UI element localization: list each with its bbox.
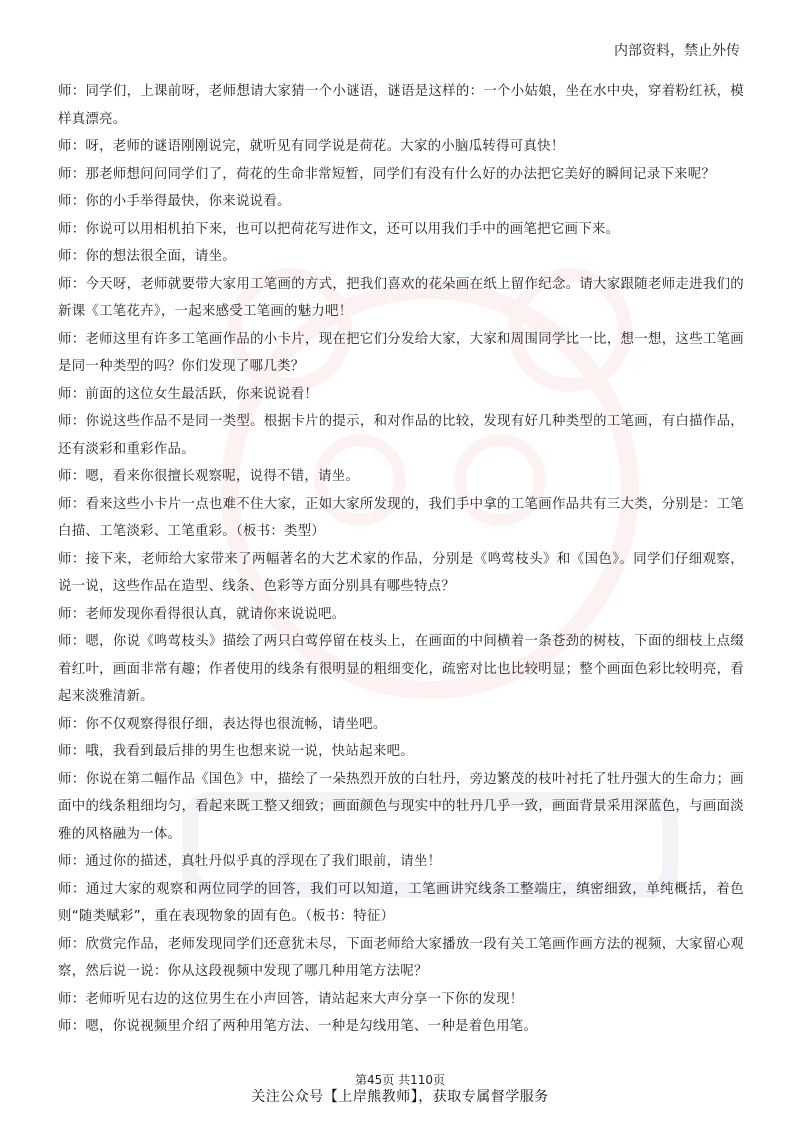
footer-promo: 关注公众号【上岸熊教师】，获取专属督学服务: [251, 1089, 549, 1105]
confidential-note: 内部资料，禁止外传: [614, 43, 740, 59]
transcript-paragraph: 师：哦，我看到最后排的男生也想来说一说，快站起来吧。: [58, 744, 414, 759]
transcript-paragraph: 师：通过你的描述，真牡丹似乎真的浮现在了我们眼前，请坐！: [58, 854, 442, 869]
transcript-paragraph: 师：老师听见右边的这位男生在小声回答，请站起来大声分享一下你的发现！: [58, 991, 524, 1007]
transcript-paragraph: 师：那老师想问问同学们了，荷花的生命非常短暂，同学们有没有什么好的办法把它美好的瞬间记录下来呢？: [58, 166, 716, 182]
transcript-paragraph: 师：呀，老师的谜语刚刚说完，就听见有同学说是荷花。大家的小脑瓜转得可真快！: [58, 139, 565, 154]
page-number: 第45页 共110页: [355, 1073, 445, 1087]
transcript-paragraph: 师：前面的这位女生最活跃，你来说说看！: [58, 386, 319, 402]
transcript-paragraph: 师：嗯，看来你很擅长观察呢，说得不错，请坐。: [58, 469, 360, 484]
transcript-paragraph: 师：你说这些作品不是同一类型。根据卡片的提示，和对作品的比较，发现有好几种类型的工笔画，有白描作品，还有淡彩和重彩作品。: [58, 414, 744, 457]
transcript-paragraph: 师：你不仅观察得很仔细，表达得也很流畅，请坐吧。: [58, 716, 387, 732]
transcript-paragraph: 师：今天呀，老师就要带大家用工笔画的方式，把我们喜欢的花朵画在纸上留作纪念。请大家跟随老师走进我们的新课《工笔花卉》，一起来感受工笔画的魅力吧！: [58, 276, 744, 319]
transcript-paragraph: 师：接下来，老师给大家带来了两幅著名的大艺术家的作品，分别是《鸣莺枝头》和《国色》。同学们仔细观察，说一说，这些作品在造型、线条、色彩等方面分别具有哪些特点？: [58, 551, 744, 594]
transcript-paragraph: 师：同学们，上课前呀，老师想请大家猜一个小谜语，谜语是这样的：一个小姑娘，坐在水中央，穿着粉红袄，模样真漂亮。: [58, 84, 744, 127]
transcript-paragraph: 师：你的小手举得最快，你来说说看。: [58, 194, 291, 209]
lesson-transcript: [58, 78, 744, 1041]
transcript-paragraph: 师：看来这些小卡片一点也难不住大家，正如大家所发现的，我们手中拿的工笔画作品共有三大类，分别是：工笔白描、工笔淡彩、工笔重彩。（板书：类型）: [58, 496, 744, 539]
transcript-paragraph: 师：你说可以用相机拍下来，也可以把荷花写进作文，还可以用我们手中的画笔把它画下来。: [58, 221, 620, 237]
transcript-paragraph: 师：你的想法很全面，请坐。: [58, 249, 236, 264]
transcript-paragraph: 师：嗯，你说视频里介绍了两种用笔方法、一种是勾线用笔、一种是着色用笔。: [58, 1019, 538, 1034]
transcript-paragraph: 师：老师这里有许多工笔画作品的小卡片，现在把它们分发给大家，大家和周围同学比一比，想一想，这些工笔画是同一种类型的吗？你们发现了哪几类？: [58, 331, 744, 374]
transcript-paragraph: 师：老师发现你看得很认真，就请你来说说吧。: [58, 606, 346, 622]
transcript-paragraph: 师：你说在第二幅作品《国色》中，描绘了一朵热烈开放的白牡丹，旁边繁茂的枝叶衬托了牡丹强大的生命力；画面中的线条粗细均匀，看起来既工整又细致；画面颜色与现实中的牡丹几乎一致，画面背景采用深蓝色，与画面淡雅的风格融为一体。: [58, 771, 744, 842]
transcript-paragraph: 师：通过大家的观察和两位同学的回答，我们可以知道，工笔画讲究线条工整端庄，缜密细致，单纯概括，着色则“随类赋彩”，重在表现物象的固有色。（板书：特征）: [58, 881, 744, 924]
transcript-paragraph: 师：嗯，你说《鸣莺枝头》描绘了两只白莺停留在枝头上，在画面的中间横着一条苍劲的树枝，下面的细枝上点缀着红叶，画面非常有趣；作者使用的线条有很明显的粗细变化，疏密对比也比较明显；整个画面色彩比较明亮，看起来淡雅清新。: [58, 634, 744, 704]
transcript-paragraph: 师：欣赏完作品，老师发现同学们还意犹未尽，下面老师给大家播放一段有关工笔画作画方法的视频，大家留心观察，然后说一说：你从这段视频中发现了哪几种用笔方法呢？: [58, 936, 744, 979]
